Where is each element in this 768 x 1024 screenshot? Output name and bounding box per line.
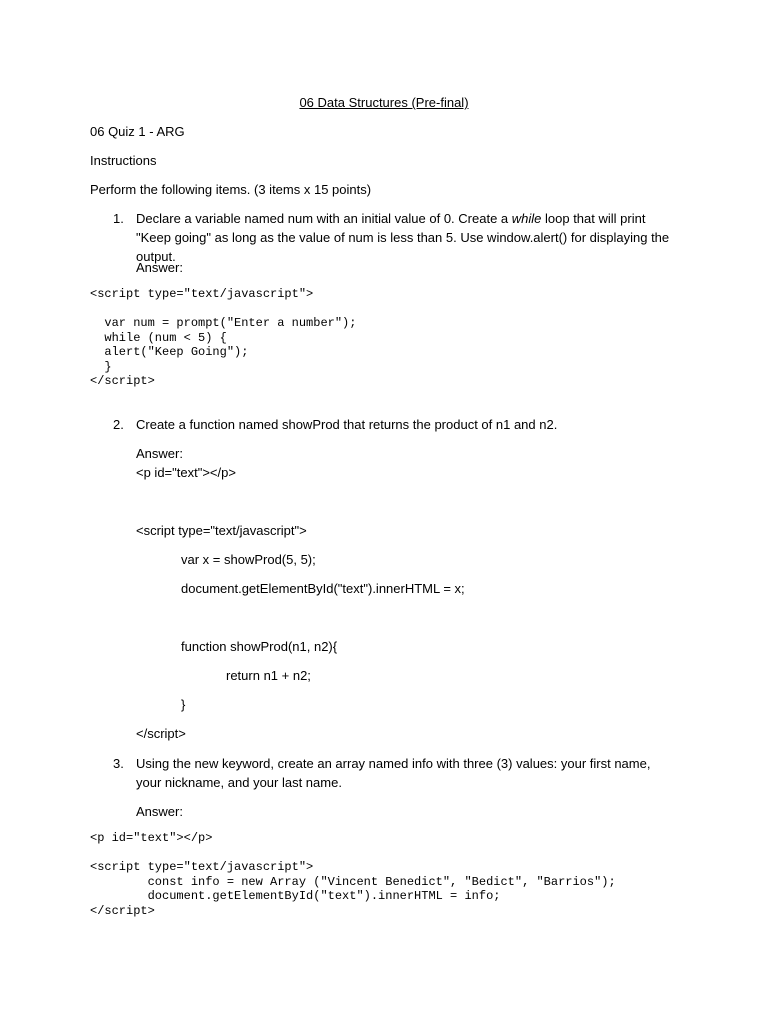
item-2-answer-line: document.getElementById("text").innerHTML = x; — [181, 581, 465, 596]
page-title: 06 Data Structures (Pre-final) — [299, 95, 469, 110]
item-1-answer-code: <script type="text/javascript"> var num = prompt("Enter a number"); while (num < 5) { alert("Keep Going"); } </script> — [90, 287, 357, 388]
answer-label: Answer: — [136, 260, 183, 275]
item-3-text: Using the new keyword, create an array named info with three (3) values: your first name, your nickname, and your last name. — [136, 756, 651, 790]
answer-label: Answer: — [136, 804, 183, 819]
item-3-answer-code: <p id="text"></p> <script type="text/javascript"> const info = new Array ("Vincent Benedict", "Bedict", "Barrios"); document.getElementById("text").innerHTML = info; </script> — [90, 831, 616, 918]
answer-label: Answer: — [136, 446, 183, 461]
quiz-name: 06 Quiz 1 - ARG — [90, 124, 185, 139]
item-number: 2. — [113, 417, 124, 432]
item-2-answer-line: <script type="text/javascript"> — [136, 523, 307, 538]
item-number: 3. — [113, 756, 124, 771]
item-2-answer-line: var x = showProd(5, 5); — [181, 552, 316, 567]
item-number: 1. — [113, 211, 124, 226]
item-1-text-emphasis: while — [511, 211, 542, 226]
item-1-text-part: loop that will print "Keep going" as long as the value of num is less than 5. Use window.alert() for displaying the output. — [136, 211, 670, 264]
item-2-answer-line: return n1 + n2; — [226, 668, 311, 683]
item-2-answer-line: } — [181, 697, 186, 712]
item-1-text — [136, 209, 676, 266]
item-2-answer-line: function showProd(n1, n2){ — [181, 639, 338, 654]
instructions-heading: Instructions — [90, 153, 157, 168]
item-1-text-part: Declare a variable named num with an initial value of 0. Create a — [136, 211, 512, 226]
item-2-answer-line: </script> — [136, 726, 186, 741]
instructions-text: Perform the following items. (3 items x 15 points) — [90, 182, 372, 197]
item-2-text: Create a function named showProd that returns the product of n1 and n2. — [136, 417, 558, 432]
item-2-answer-line: <p id="text"></p> — [136, 465, 236, 480]
